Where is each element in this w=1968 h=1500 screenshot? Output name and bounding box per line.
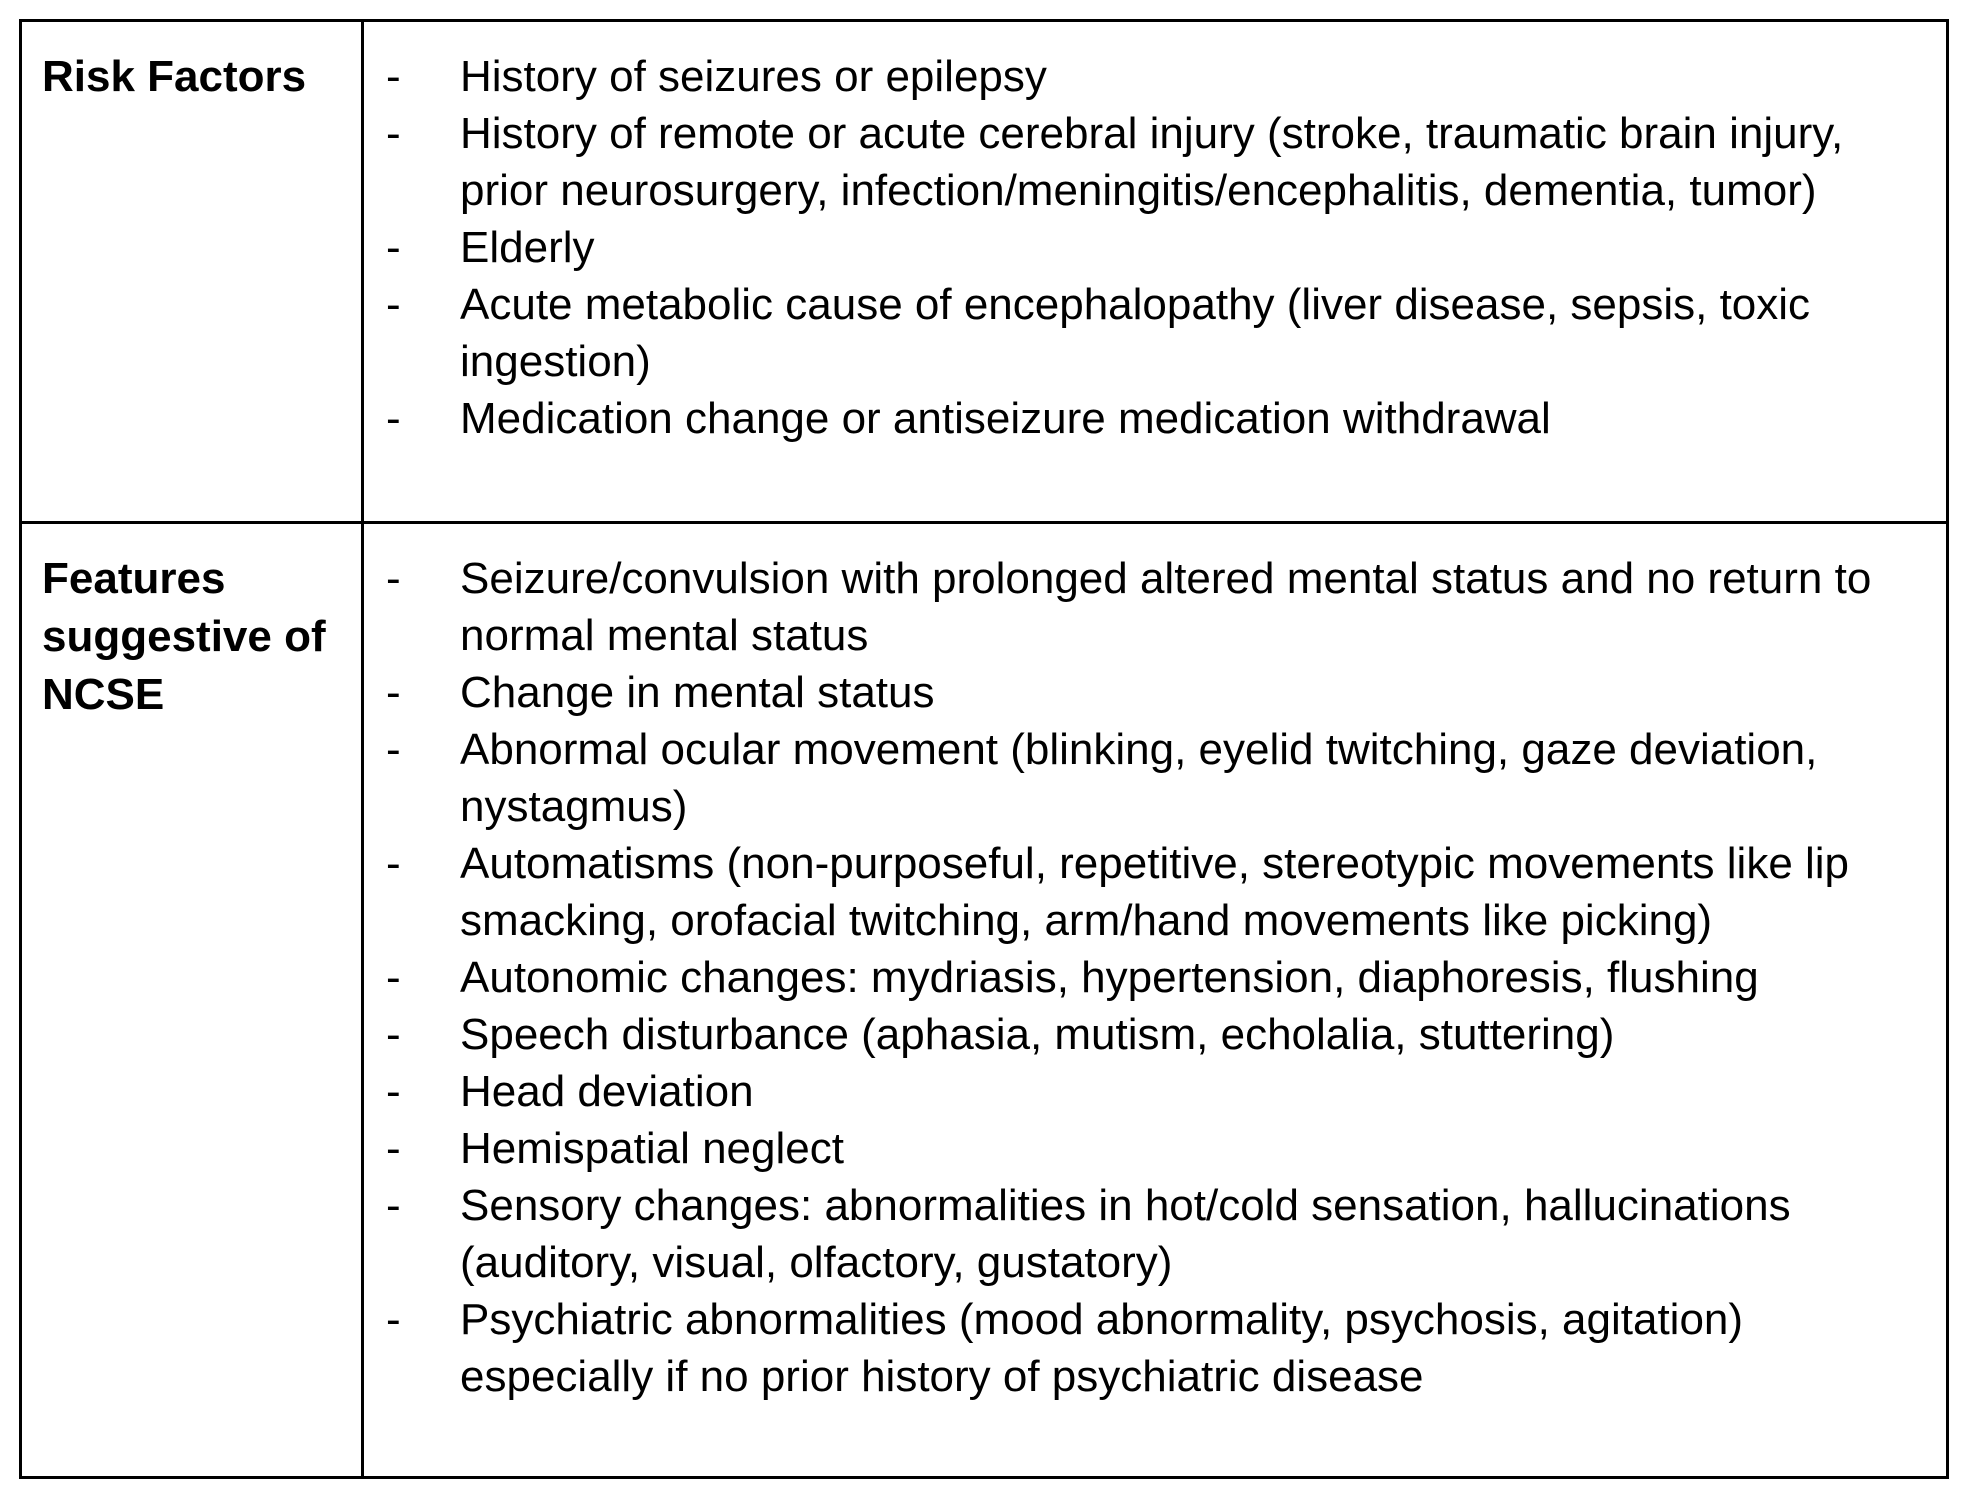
list-item: - Sensory changes: abnormalities in hot/cold sensation, hallucinations (auditory, visual, olfactory, gustatory) bbox=[386, 1181, 1791, 1287]
ncse-features-list bbox=[364, 550, 1936, 1405]
risk-factors-list-cell bbox=[364, 22, 1946, 524]
risk-factors-list bbox=[364, 48, 1936, 447]
list-item: - Abnormal ocular movement (blinking, eyelid twitching, gaze deviation, nystagmus) bbox=[386, 725, 1818, 831]
list-item: - Automatisms (non-purposeful, repetitive, stereotypic movements like lip smacking, orofacial twitching, arm/hand movements like picking) bbox=[386, 839, 1850, 945]
ncse-features-label-cell bbox=[22, 524, 364, 1476]
list-item: - Elderly bbox=[386, 223, 595, 272]
ncse-features-list-cell bbox=[364, 524, 1946, 1476]
list-item: - History of remote or acute cerebral injury (stroke, traumatic brain injury, prior neurosurgery, infection/meningitis/encephalitis, dementia, tumor) bbox=[386, 109, 1844, 215]
list-item: - Change in mental status bbox=[386, 668, 935, 717]
list-item: - Speech disturbance (aphasia, mutism, echolalia, stuttering) bbox=[386, 1010, 1615, 1059]
ncse-table bbox=[19, 19, 1949, 1479]
risk-factors-label: Risk Factors bbox=[42, 52, 307, 101]
list-item: - Hemispatial neglect bbox=[386, 1124, 844, 1173]
list-item: - Medication change or antiseizure medication withdrawal bbox=[386, 394, 1551, 443]
list-item: - Acute metabolic cause of encephalopathy (liver disease, sepsis, toxic ingestion) bbox=[386, 280, 1811, 386]
list-item: - Psychiatric abnormalities (mood abnormality, psychosis, agitation) especially if no prior history of psychiatric disease bbox=[386, 1295, 1744, 1401]
list-item: - History of seizures or epilepsy bbox=[386, 52, 1047, 101]
list-item: - Autonomic changes: mydriasis, hypertension, diaphoresis, flushing bbox=[386, 953, 1759, 1002]
risk-factors-label-cell bbox=[22, 22, 364, 524]
list-item: - Seizure/convulsion with prolonged altered mental status and no return to normal mental status bbox=[386, 554, 1872, 660]
list-item: - Head deviation bbox=[386, 1067, 754, 1116]
ncse-features-label: Features suggestive of NCSE bbox=[42, 554, 326, 719]
